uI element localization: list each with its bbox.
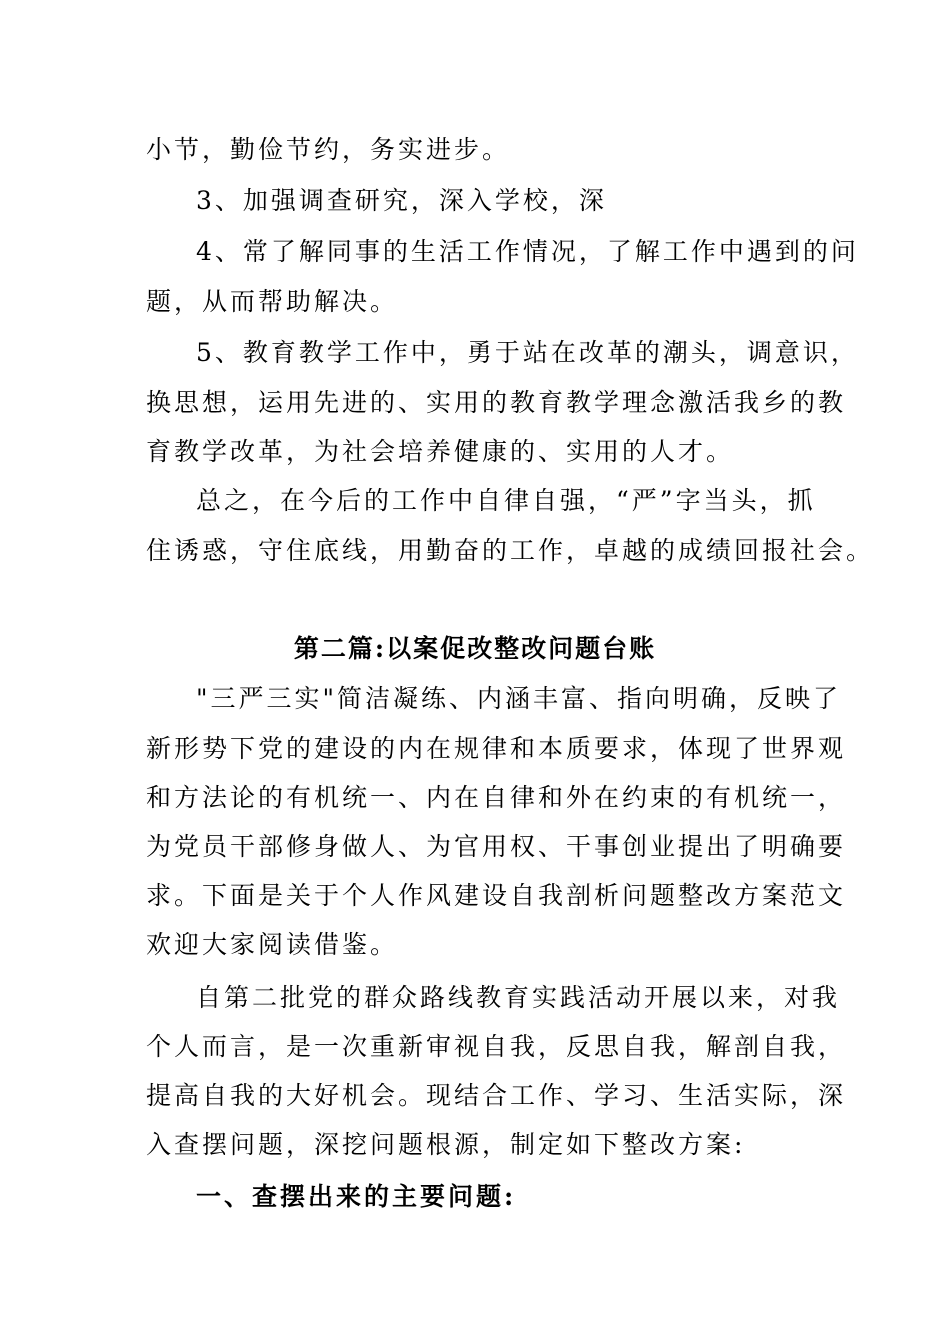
text-line: 个人而言，是一次重新审视自我，反思自我，解剖自我， (146, 1032, 847, 1061)
text-line: 为党员干部修身做人、为官用权、干事创业提出了明确要 (146, 832, 847, 861)
subheading: 一、查摆出来的主要问题: (196, 1182, 517, 1211)
text-line: 求。下面是关于个人作风建设自我剖析问题整改方案范文 (146, 881, 847, 910)
text-line: 小节，勤俭节约，务实进步。 (146, 135, 511, 164)
text-line: 题，从而帮助解决。 (146, 287, 399, 316)
text-line: 新形势下党的建设的内在规律和本质要求，体现了世界观 (146, 734, 847, 763)
text-line: 5、教育教学工作中，勇于站在改革的潮头，调意识， (196, 338, 859, 367)
text-line: 育教学改革，为社会培养健康的、实用的人才。 (146, 437, 735, 466)
text-line: 总之，在今后的工作中自律自强，“严”字当头，抓 (196, 486, 816, 515)
text-line: 欢迎大家阅读借鉴。 (146, 930, 399, 959)
text-line: 入查摆问题，深挖问题根源，制定如下整改方案: (146, 1130, 746, 1159)
text-line: 和方法论的有机统一、内在自律和外在约束的有机统一， (146, 783, 847, 812)
section-title: 第二篇:以案促改整改问题台账 (293, 634, 657, 663)
text-line: 提高自我的大好机会。现结合工作、学习、生活实际，深 (146, 1081, 847, 1110)
text-line: 3、加强调查研究，深入学校，深 (196, 186, 607, 215)
text-line: 4、常了解同事的生活工作情况，了解工作中遇到的问 (196, 237, 859, 266)
text-line: 住诱惑，守住底线，用勤奋的工作，卓越的成绩回报社会。 (146, 536, 875, 565)
text-line: 换思想，运用先进的、实用的教育教学理念激活我乡的教 (146, 388, 847, 417)
text-line: 自第二批党的群众路线教育实践活动开展以来，对我 (196, 983, 841, 1012)
text-line: "三严三实"简洁凝练、内涵丰富、指向明确，反映了 (196, 684, 842, 713)
